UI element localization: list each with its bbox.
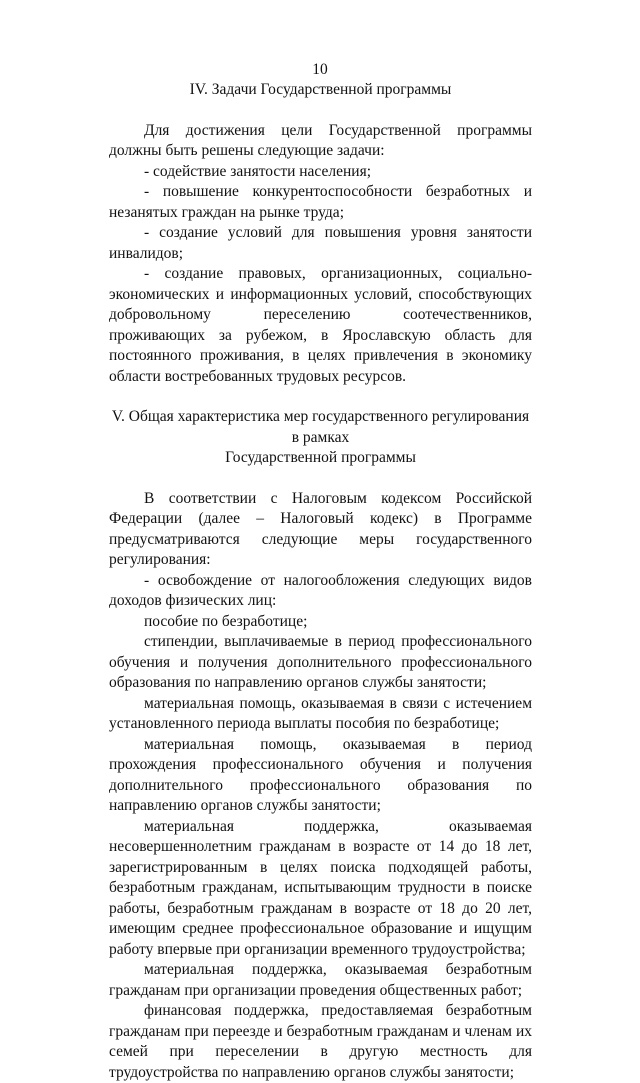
section-5-heading-line-2: Государственной программы	[109, 448, 532, 469]
section-5-paragraph: пособие по безработице;	[109, 612, 532, 633]
section-5-paragraph: финансовая поддержка, предоставляемая безработным гражданам при переезде и безработным гражданам и членам их семей при переселении в другую местность для трудоустройства по направлению органов службы занятости;	[109, 1001, 532, 1083]
section-4-heading: IV. Задачи Государственной программы	[109, 80, 532, 101]
section-5-heading-line-1: V. Общая характеристика мер государственного регулирования в рамках	[109, 407, 532, 448]
document-body	[109, 80, 532, 1083]
section-4-paragraph: Для достижения цели Государственной программы должны быть решены следующие задачи:	[109, 121, 532, 162]
section-4-paragraph: - создание правовых, организационных, социально-экономических и информационных условий, способствующих добровольному переселению соотечественников, проживающих за рубежом, в Ярославскую область для постоянного проживания, в целях привлечения в экономику области востребованных трудовых ресурсов.	[109, 264, 532, 387]
section-4-paragraph: - создание условий для повышения уровня занятости инвалидов;	[109, 223, 532, 264]
section-4-body	[109, 121, 532, 388]
page-number: 10	[0, 60, 640, 80]
section-5-paragraph: материальная помощь, оказываемая в период прохождения профессионального обучения и получения дополнительного профессионального образования по направлению органов службы занятости;	[109, 735, 532, 817]
section-4-paragraph: - содействие занятости населения;	[109, 162, 532, 183]
section-5-body	[109, 489, 532, 1083]
section-5-paragraph: материальная поддержка, оказываемая несовершеннолетним гражданам в возрасте от 14 до 18 лет, зарегистрированным в целях поиска подходящей работы, безработным гражданам, испытывающим трудности в поиске работы, безработным гражданам в возрасте от 18 до 20 лет, имеющим среднее профессиональное образование и ищущим работу впервые при организации временного трудоустройства;	[109, 817, 532, 961]
section-5-heading	[109, 407, 532, 469]
section-5-paragraph: - освобождение от налогообложения следующих видов доходов физических лиц:	[109, 571, 532, 612]
section-5-paragraph: В соответствии с Налоговым кодексом Российской Федерации (далее – Налоговый кодекс) в Программе предусматриваются следующие меры государственного регулирования:	[109, 489, 532, 571]
section-5-paragraph: материальная поддержка, оказываемая безработным гражданам при организации проведения общественных работ;	[109, 960, 532, 1001]
section-5-paragraph: стипендии, выплачиваемые в период профессионального обучения и получения дополнительного профессионального образования по направлению органов службы занятости;	[109, 632, 532, 694]
section-5-paragraph: материальная помощь, оказываемая в связи с истечением установленного периода выплаты пособия по безработице;	[109, 694, 532, 735]
section-4-paragraph: - повышение конкурентоспособности безработных и незанятых граждан на рынке труда;	[109, 182, 532, 223]
